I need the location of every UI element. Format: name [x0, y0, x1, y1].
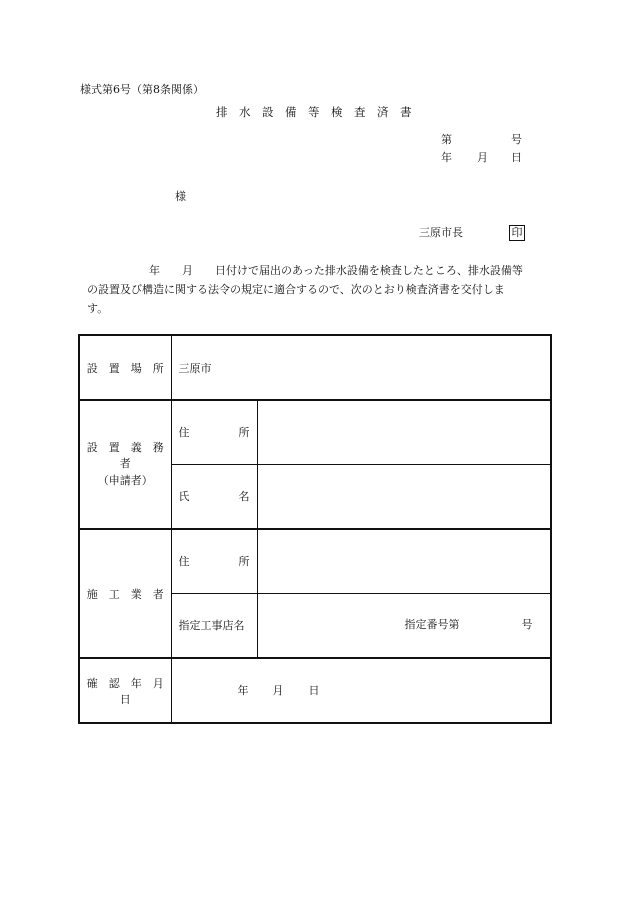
obligor-name-label-2: 名	[238, 490, 250, 504]
designated-number-suffix: 号	[521, 618, 533, 632]
doc-number-suffix: 号	[511, 133, 522, 146]
contractor-label: 施 工 業 者	[86, 587, 164, 601]
designated-store-value-cell[interactable]	[257, 593, 551, 658]
inspection-table	[78, 334, 552, 724]
confirm-date-day: 日	[308, 683, 320, 697]
contractor-address-label-1: 住	[178, 555, 190, 569]
seal-mark	[509, 225, 525, 241]
issue-date-year: 年	[441, 151, 452, 164]
designated-store-label: 指定工事店名	[178, 619, 245, 633]
confirm-date-year: 年	[237, 683, 249, 697]
obligor-address-label-cell	[171, 400, 257, 464]
obligor-address-label-2: 所	[238, 426, 250, 440]
issuer-name: 三原市長	[419, 226, 463, 239]
designated-store-label-cell	[171, 593, 257, 658]
contractor-address-label-2: 所	[238, 555, 250, 569]
contractor-address-value-cell[interactable]	[257, 529, 551, 593]
form-number: 様式第6号（第8条関係）	[80, 83, 204, 96]
obligor-label-cell	[79, 400, 175, 529]
confirm-date-value-cell[interactable]	[171, 658, 551, 723]
obligor-name-value-cell[interactable]	[257, 464, 551, 529]
confirm-date-label: 確 認 年 月 日	[86, 676, 175, 706]
location-label: 設 置 場 所	[86, 361, 164, 375]
issue-date-day: 日	[511, 151, 522, 164]
obligor-name-label-cell	[171, 464, 257, 529]
obligor-address-value-cell[interactable]	[257, 400, 551, 464]
obligor-sublabel: （申請者）	[97, 473, 153, 487]
obligor-address-label-1: 住	[178, 426, 190, 440]
body-text-line-1: 年 月 日付けで届出のあった排水設備を検査したところ、排水設備等	[149, 264, 523, 277]
location-label-cell	[79, 335, 171, 400]
issue-date-month: 月	[477, 151, 488, 164]
obligor-label: 設 置 義 務 者	[86, 440, 175, 471]
document-title: 排 水 設 備 等 検 査 済 書	[216, 105, 412, 119]
seal-box: 印	[509, 225, 525, 241]
body-text-line-2: の設置及び構造に関する法令の規定に適合するので、次のとおり検査済書を交付しま	[87, 283, 505, 296]
confirm-date-label-cell	[79, 658, 175, 723]
obligor-name-label-1: 氏	[178, 490, 190, 504]
contractor-address-label-cell	[171, 529, 257, 593]
location-value-cell[interactable]	[171, 335, 551, 400]
doc-number-prefix: 第	[441, 133, 452, 146]
confirm-date-month: 月	[272, 683, 284, 697]
location-value: 三原市	[178, 361, 212, 375]
addressee-honorific: 様	[175, 190, 186, 203]
contractor-label-cell	[79, 529, 171, 658]
body-text-line-3: す。	[87, 302, 109, 315]
designated-number-prefix: 指定番号第	[404, 618, 460, 632]
